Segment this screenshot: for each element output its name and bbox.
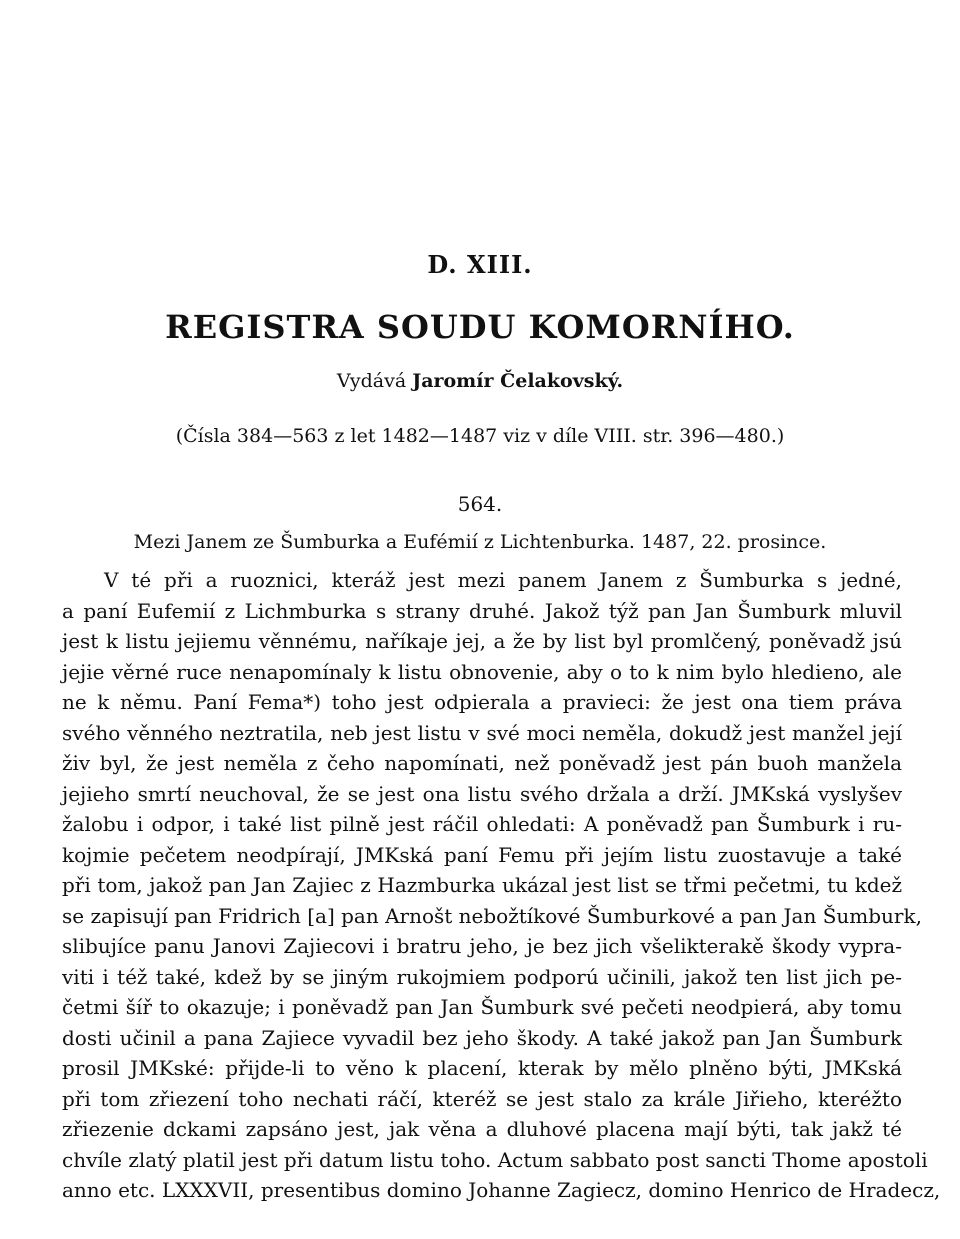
page-title: REGISTRA SOUDU KOMORNÍHO. [165, 308, 795, 346]
text-line: viti i též také, kdež by se jiným rukojmiem podporú učinili, jakož ten list jich pe- [62, 964, 902, 989]
text-line: se zapisují pan Fridrich [a] pan Arnošt nebožtíkové Šumburkové a pan Jan Šumburk, [62, 903, 922, 928]
text-line: anno etc. LXXXVII, presentibus domino Johanne Zagiecz, domino Henrico de Hradecz, [62, 1178, 941, 1202]
text-line: jejieho smrtí neuchoval, že se jest ona listu svého držala a drží. JMKská vyslyšev [62, 781, 902, 806]
text-line: četmi šíř to okazuje; i poněvadž pan Jan Šumburk své pečeti neodpierá, aby tomu [62, 995, 902, 1019]
text-line: V té při a ruoznici, kteráž jest mezi panem Janem z Šumburka s jedné, [104, 568, 902, 592]
entry-subtitle: Mezi Janem ze Šumburka a Eufémií z Lichtenburka. 1487, 22. prosince. [133, 531, 827, 553]
text-line: a paní Eufemií z Lichmburka s strany druhé. Jakož týž pan Jan Šumburk mluvil [62, 598, 902, 623]
text-line: chvíle zlatý platil jest při datum listu toho. Actum sabbato post sancti Thome apostoli [62, 1147, 928, 1172]
editor-prefix: Vydává [336, 370, 407, 392]
text-line: prosil JMKské: přijde-li to věno k placení, kterak by mělo plněno býti, JMKská [62, 1056, 902, 1080]
text-line: jejie věrné ruce nenapomínaly k listu obnovenie, aby o to k nim bylo hledieno, ale [62, 659, 902, 684]
text-line: zřiezenie dckami zapsáno jest, jak věna a dluhové placena mají býti, tak jakž té [62, 1117, 902, 1141]
entry-number: 564. [457, 492, 503, 516]
text-line: ne k němu. Paní Fema*) toho jest odpierala a pravieci: že jest ona tiem práva [62, 690, 902, 714]
text-line: dosti učinil a pana Zajiece vyvadil bez jeho škody. A také jakož pan Jan Šumburk [62, 1025, 902, 1050]
text-line: žalobu i odpor, i také list pilně jest ráčil ohledati: A poněvadž pan Šumburk i ru- [62, 812, 902, 836]
text-line: slibujíce panu Janovi Zajiecovi i bratru jeho, je bez jich všelikterakě škody vypra- [62, 934, 902, 958]
text-line: kojmie pečetem neodpírají, JMKská paní Femu při jejím listu zuostavuje a také [62, 842, 902, 867]
text-line: živ byl, že jest neměla z čeho napomínati, než poněvadž jest pán buoh manžela [62, 751, 902, 775]
text-line: při tom zřiezení toho nechati ráčí, kteréž se jest stalo za krále Jiřieho, kteréžto [62, 1086, 902, 1111]
text-line: při tom, jakož pan Jan Zajiec z Hazmburka ukázal jest list se třmi pečetmi, tu kdež [62, 873, 902, 897]
section-heading: D. XIII. [427, 250, 533, 279]
editor-name: Jaromír Čelakovský. [412, 370, 624, 392]
editorial-note: (Čísla 384—563 z let 1482—1487 viz v díle VIII. str. 396—480.) [175, 425, 785, 447]
text-line: svého věnného neztratila, neb jest listu v své moci neměla, dokudž jest manžel její [62, 720, 902, 745]
entry-body [62, 565, 941, 1206]
editor-line [0, 370, 960, 392]
text-line: jest k listu jejiemu věnnému, naříkaje jej, a že by list byl promlčený, poněvadž jsú [62, 629, 902, 653]
